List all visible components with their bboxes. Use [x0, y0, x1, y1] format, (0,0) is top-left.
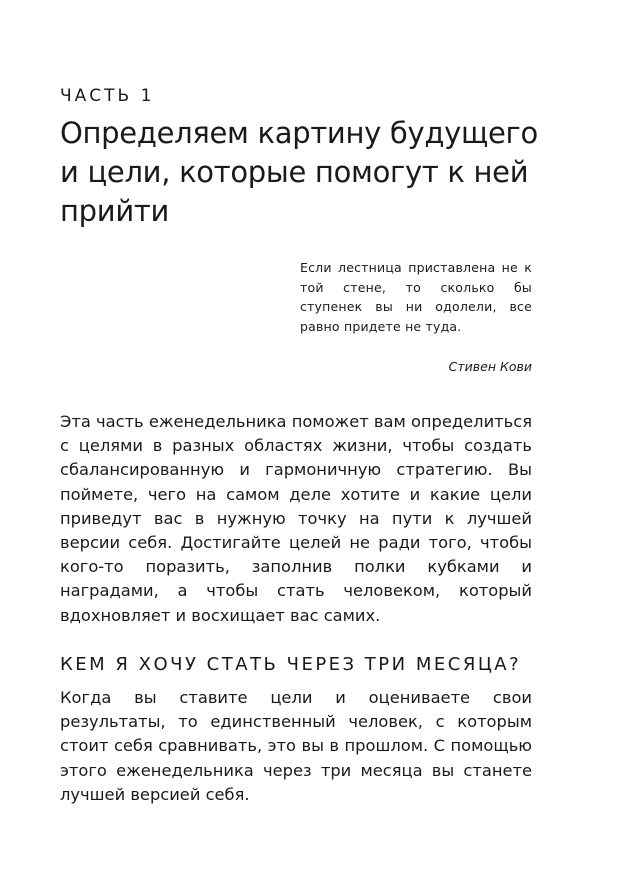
- section-heading: КЕМ Я ХОЧУ СТАТЬ ЧЕРЕЗ ТРИ МЕСЯЦА?: [60, 654, 522, 675]
- section-paragraph: Когда вы ставите цели и оцениваете свои результаты, то единственный человек, с которым стоит себя сравнивать, это вы в прошлом. С помощью этого еженедельника через три месяца вы станете лучшей версией себя.: [60, 688, 532, 804]
- intro-paragraph: Эта часть еженедельника поможет вам определиться с целями в разных областях жизни, чтобы создать сбалансированную и гармоничную стратегию. Вы поймете, чего на самом деле хотите и какие цели приведут вас в нужную точку на пути к лучшей версии себя. Достигайте целей не ради того, чтобы кого-то поразить, заполнив полки кубками и наградами, а чтобы стать человеком, который вдохновляет и восхищает вас самих.: [60, 412, 532, 625]
- part-label: ЧАСТЬ 1: [60, 86, 155, 106]
- chapter-title: Определяем картину будущего и цели, которые помогут к ней прийти: [60, 116, 538, 228]
- epigraph-quote: Если лестница приставлена не к той стене, то сколько бы ступенек вы ни одолели, все равно придете не туда.: [300, 260, 532, 334]
- epigraph-author: Стивен Кови: [448, 359, 532, 374]
